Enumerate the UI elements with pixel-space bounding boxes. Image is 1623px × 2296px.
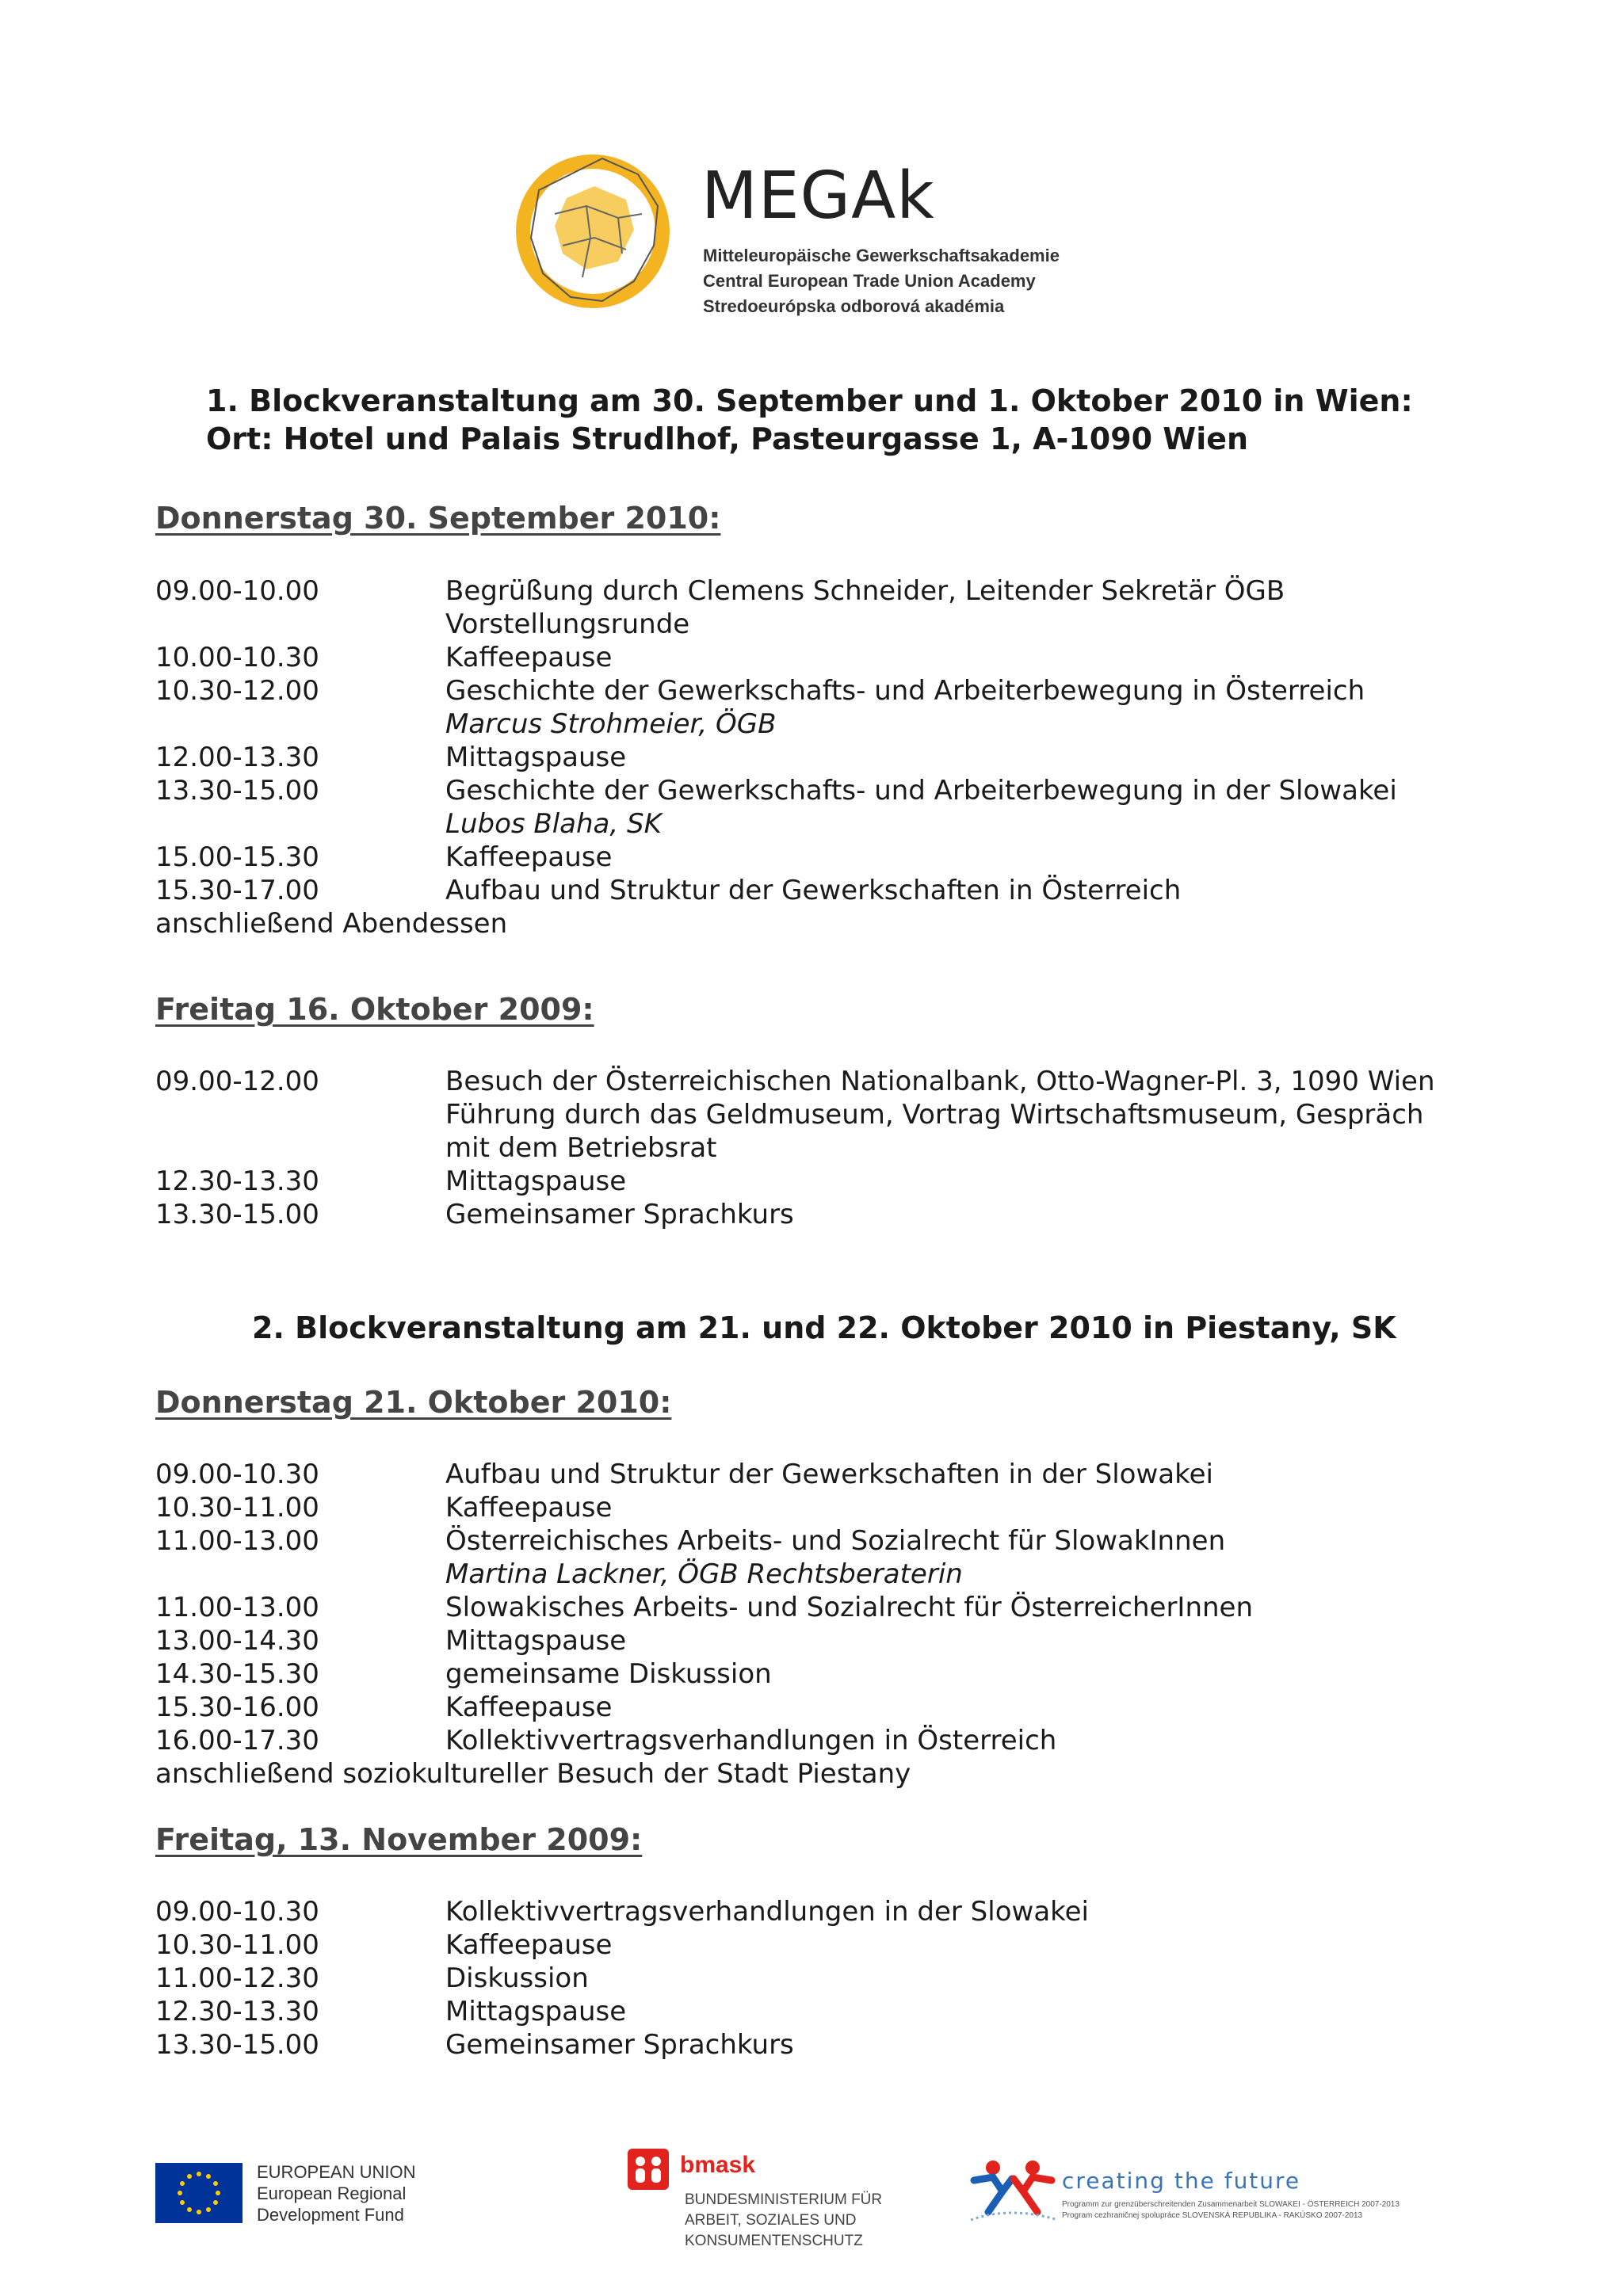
block1-heading-line2: Ort: Hotel und Palais Strudlhof, Pasteurgasse 1, A-1090 Wien [206,421,1249,456]
row-desc: Kaffeepause [445,1492,613,1524]
row-desc: Besuch der Österreichischen Nationalbank, Otto-Wagner-Pl. 3, 1090 Wien [445,1066,1435,1097]
logo-line-sk: Stredoeurópska odborová akadémia [703,296,1005,316]
logo-line-de: Mitteleuropäische Gewerkschaftsakademie [703,246,1060,265]
row-time: 10.30-11.00 [155,1929,319,1961]
day3-heading: Donnerstag 21. Oktober 2010: [155,1385,672,1420]
day1-schedule [155,574,1397,940]
row-desc: Kaffeepause [445,642,613,673]
row-desc: Mittagspause [445,1625,627,1657]
schedule-row [155,1458,1213,1491]
eu-line-3: Development Fund [257,2205,404,2225]
bmask-line-1: BUNDESMINISTERIUM FÜR [685,2191,883,2208]
schedule-row [155,741,627,774]
row-speaker: Lubos Blaha, SK [445,808,662,840]
row-desc: Aufbau und Struktur der Gewerkschaften in der Slowakei [445,1459,1213,1490]
schedule-row [155,1491,911,1524]
row-desc: Führung durch das Geldmuseum, Vortrag Wirtschaftsmuseum, Gespräch [445,1099,1424,1131]
eu-flag-icon [155,2163,242,2223]
schedule-row [155,1524,1226,1558]
row-time: 09.00-10.30 [155,1459,319,1490]
row-desc: Begrüßung durch Clemens Schneider, Leitender Sekretär ÖGB [445,575,1285,607]
schedule-row [155,574,1285,608]
ctf-line-1: Programm zur grenzüberschreitenden Zusammenarbeit SLOWAKEI - ÖSTERREICH 2007-2013 [1062,2200,1400,2209]
row-desc: Kollektivvertragsverhandlungen in der Slowakei [445,1896,1089,1928]
ctf-figures-icon [963,2157,1066,2228]
row-time: 10.00-10.30 [155,642,319,673]
megak-emblem-icon [507,143,682,325]
ctf-title: creating the future [1062,2168,1301,2194]
row-desc: Mittagspause [445,1165,627,1197]
row-time: 16.00-17.30 [155,1725,319,1756]
row-time: 11.00-12.30 [155,1962,319,1994]
bmask-people-icon [628,2149,669,2190]
row-desc: Mittagspause [445,742,627,773]
row-desc: Kaffeepause [445,1929,613,1961]
day1-heading: Donnerstag 30. September 2010: [155,501,721,536]
row-desc: Kaffeepause [445,1691,613,1723]
row-time: 13.30-15.00 [155,1199,319,1230]
megak-logo [507,143,1078,333]
row-desc: Aufbau und Struktur der Gewerkschaften in Österreich [445,875,1182,906]
row-time: 09.00-10.00 [155,575,319,607]
schedule-row [155,807,662,841]
row-desc: Mittagspause [445,1996,627,2027]
day1-note: anschließend Abendessen [155,908,508,940]
row-time: 12.00-13.30 [155,742,319,773]
row-time: 12.30-13.30 [155,1996,319,2027]
bmask-line-3: KONSUMENTENSCHUTZ [685,2233,863,2249]
row-desc: Gemeinsamer Sprachkurs [445,2029,794,2061]
ctf-line-2: Program cezhraničnej spolupráce SLOVENSKÁ REPUBLIKA - RAKÚSKO 2007-2013 [1062,2211,1363,2220]
schedule-row [155,874,1182,907]
schedule-row [155,774,1397,807]
schedule-row [155,841,613,874]
row-time: 09.00-10.30 [155,1896,319,1928]
row-desc: Geschichte der Gewerkschafts- und Arbeiterbewegung in der Slowakei [445,775,1397,807]
row-desc: Geschichte der Gewerkschafts- und Arbeiterbewegung in Österreich [445,675,1365,707]
row-desc: Österreichisches Arbeits- und Sozialrecht für SlowakInnen [445,1525,1226,1557]
schedule-row [155,1624,911,1657]
schedule-row [155,1591,1254,1624]
day3-schedule [155,1458,1254,1791]
eu-line-2: European Regional [257,2183,407,2203]
schedule-row [155,1724,1057,1757]
schedule-row [155,707,777,741]
row-time: 12.30-13.30 [155,1165,319,1197]
day3-note: anschließend soziokultureller Besuch der Stadt Piestany [155,1758,911,1790]
eu-logo [155,2160,449,2231]
row-desc: Vorstellungsrunde [445,608,690,640]
schedule-row [155,1558,963,1591]
schedule-row [155,1657,911,1691]
row-time: 13.30-15.00 [155,2029,319,2061]
row-time: 15.30-17.00 [155,875,319,906]
row-desc: gemeinsame Diskussion [445,1658,772,1690]
row-desc: Kaffeepause [445,841,613,873]
row-desc: mit dem Betriebsrat [445,1132,717,1164]
bmask-line-2: ARBEIT, SOZIALES UND [685,2212,857,2229]
schedule-row [155,608,690,641]
schedule-row [155,641,613,674]
row-time: 14.30-15.30 [155,1658,319,1690]
row-time: 11.00-13.00 [155,1592,319,1623]
block1-heading-line1: 1. Blockveranstaltung am 30. September und 1. Oktober 2010 in Wien: [206,383,1413,418]
row-time: 15.30-16.00 [155,1691,319,1723]
schedule-row [155,1691,911,1724]
row-time: 10.30-11.00 [155,1492,319,1524]
row-time: 11.00-13.00 [155,1525,319,1557]
row-time: 15.00-15.30 [155,841,319,873]
row-desc: Slowakisches Arbeits- und Sozialrecht für ÖsterreicherInnen [445,1592,1254,1623]
row-speaker: Martina Lackner, ÖGB Rechtsberaterin [445,1558,963,1590]
bmask-logo [628,2149,889,2252]
day4-heading: Freitag, 13. November 2009: [155,1822,643,1857]
day2-heading: Freitag 16. Oktober 2009: [155,992,594,1027]
eu-line-1: EUROPEAN UNION [257,2162,416,2182]
row-time: 09.00-12.00 [155,1066,319,1097]
row-time: 13.30-15.00 [155,775,319,807]
row-desc: Gemeinsamer Sprachkurs [445,1199,794,1230]
row-time: 10.30-12.00 [155,675,319,707]
logo-line-en: Central European Trade Union Academy [703,271,1036,291]
row-desc: Diskussion [445,1962,589,1994]
row-time: 13.00-14.30 [155,1625,319,1657]
logo-title: MEGAk [701,158,935,234]
bmask-name: bmask [680,2152,756,2178]
block2-heading: 2. Blockveranstaltung am 21. und 22. Oktober 2010 in Piestany, SK [252,1310,1396,1345]
schedule-row [155,674,1365,707]
creating-the-future-logo [963,2157,1486,2236]
row-speaker: Marcus Strohmeier, ÖGB [445,708,777,740]
row-desc: Kollektivvertragsverhandlungen in Österreich [445,1725,1057,1756]
